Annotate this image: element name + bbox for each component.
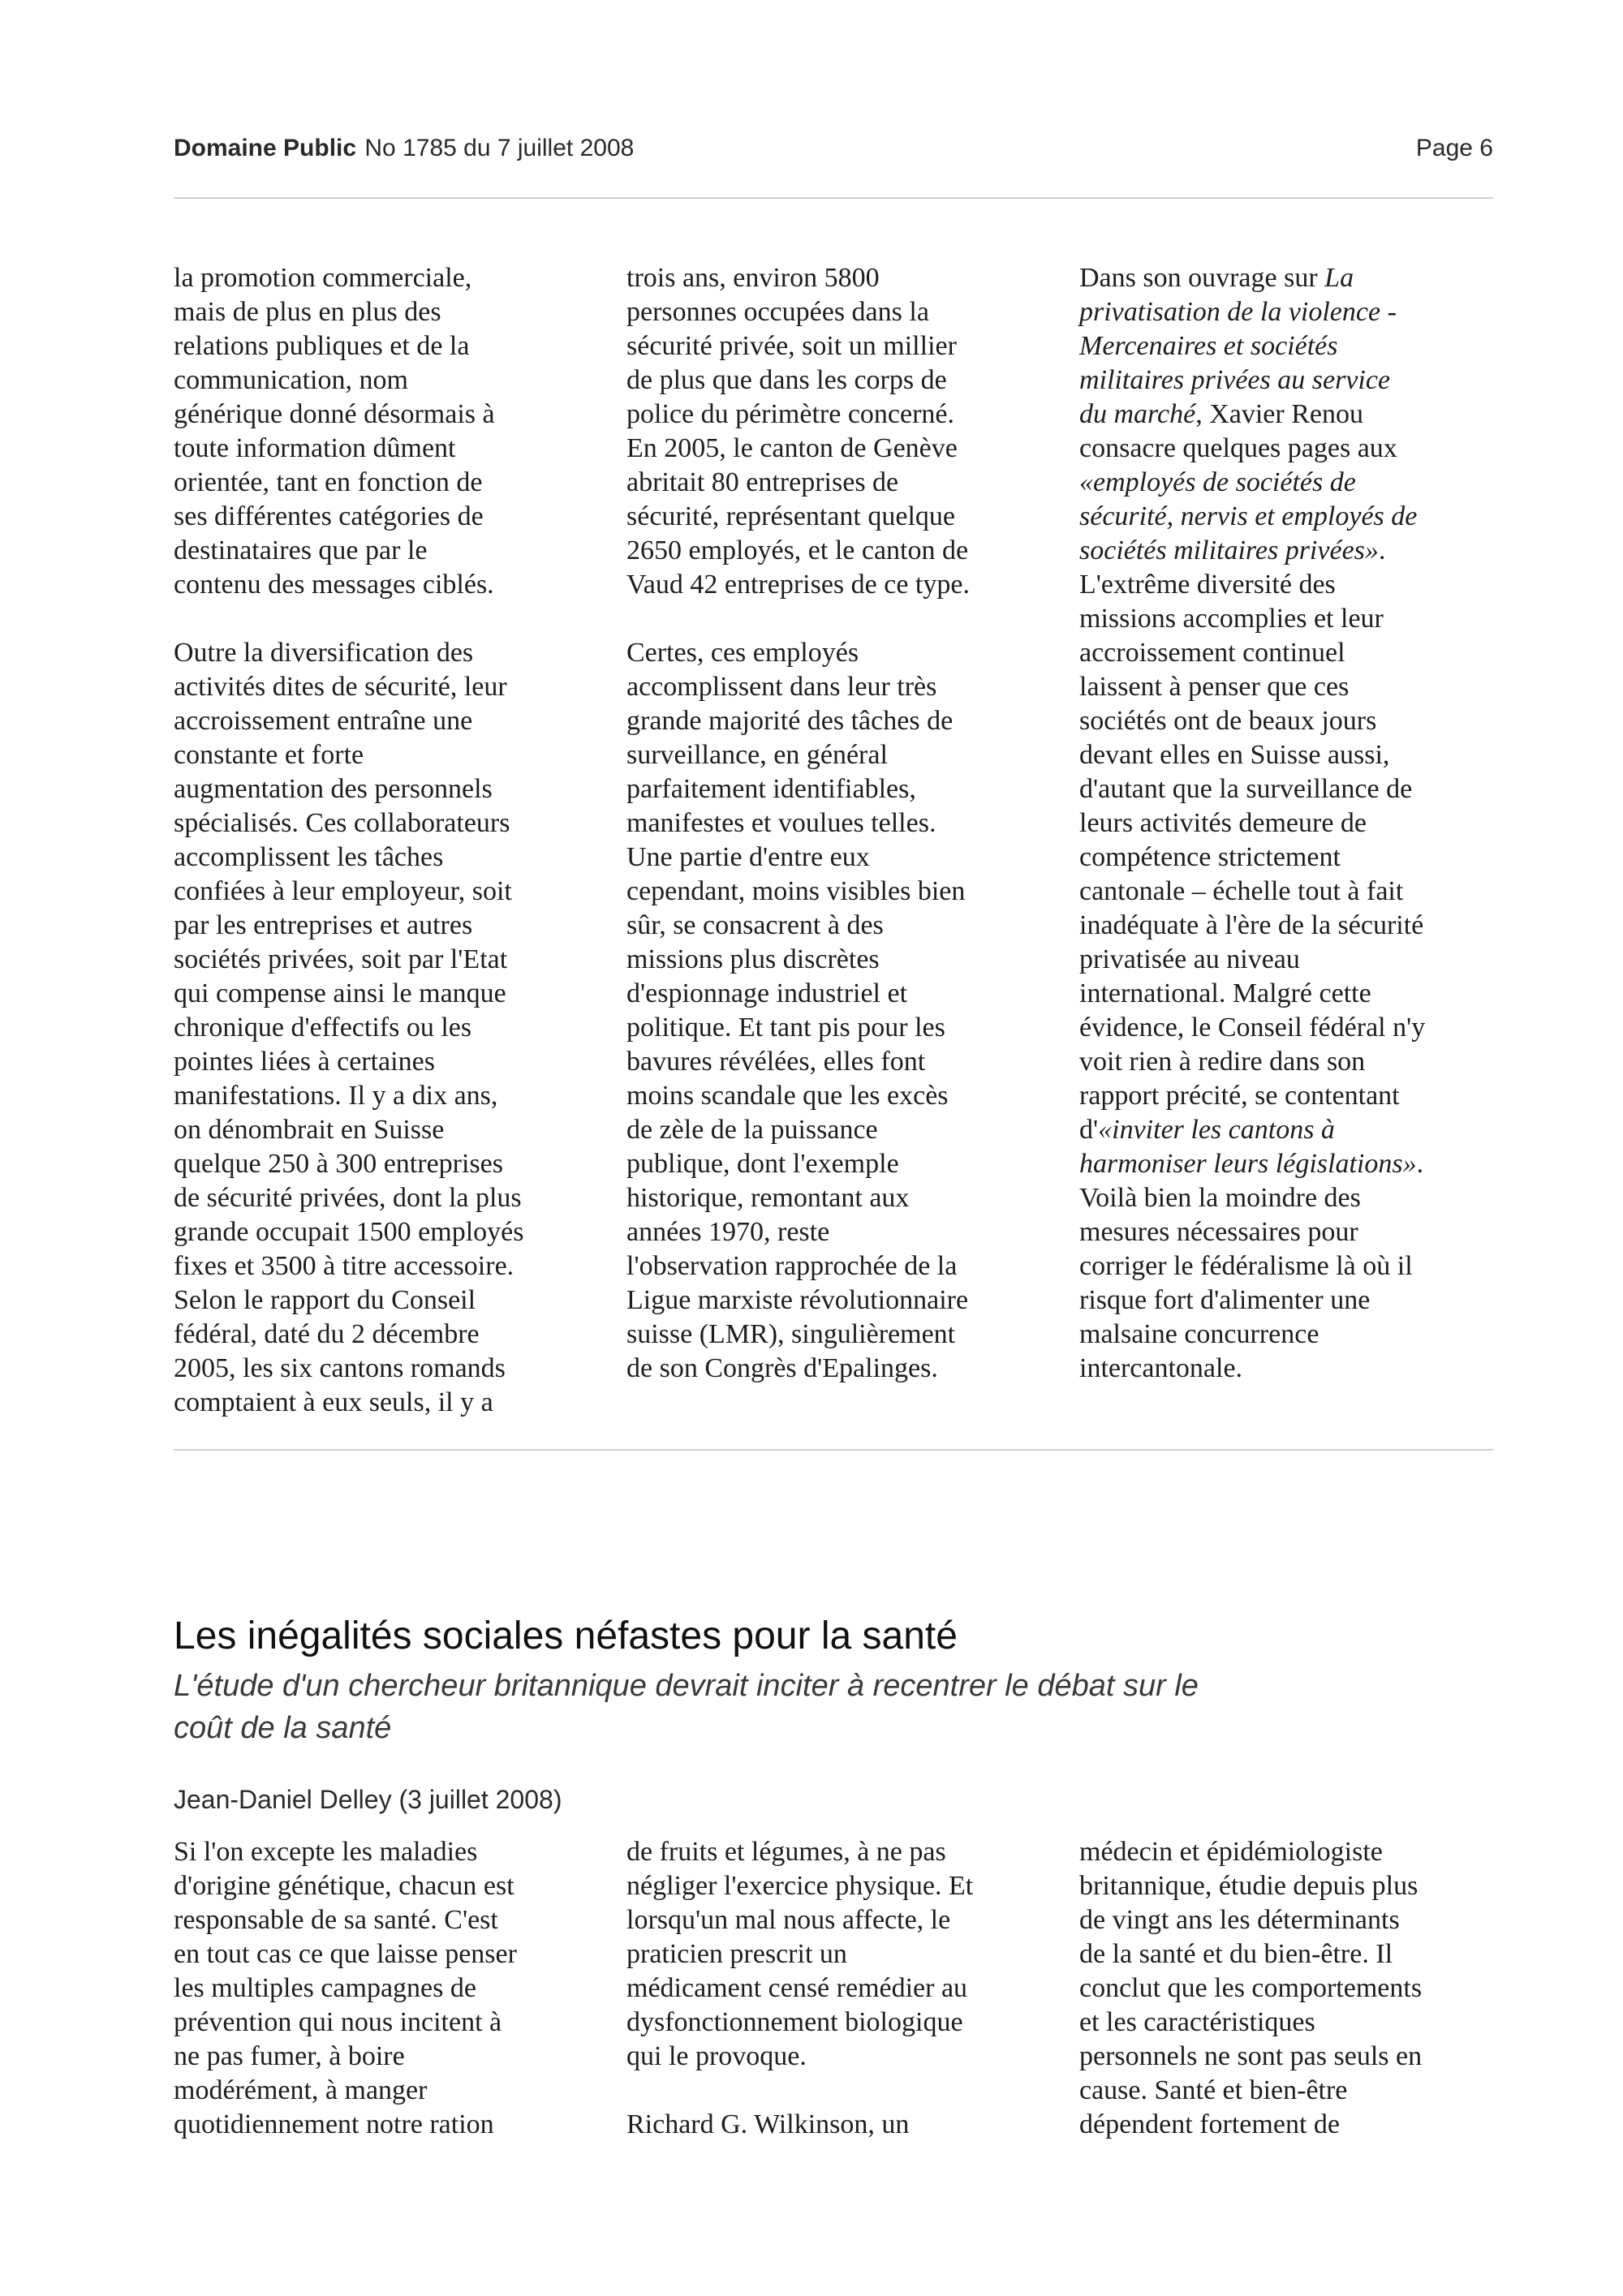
text-line: accomplissent les tâches	[174, 842, 444, 872]
text-line: bavures révélées, elles font	[626, 1047, 926, 1077]
text-line: fixes et 3500 à titre accessoire.	[174, 1251, 514, 1281]
text-line: trois ans, environ 5800	[626, 263, 880, 293]
text-line: britannique, étudie depuis plus	[1079, 1871, 1419, 1901]
text-line: augmentation des personnels	[174, 774, 493, 804]
text-line: voit rien à redire dans son	[1079, 1047, 1366, 1077]
text-line: Une partie d'entre eux	[626, 842, 870, 872]
issue-info: No 1785 du 7 juillet 2008	[364, 135, 635, 161]
text-line: responsable de sa santé. C'est	[174, 1905, 498, 1935]
text-line: L'extrême diversité des	[1079, 570, 1336, 600]
text-line: police du périmètre concerné.	[626, 399, 955, 429]
text-line: de fruits et légumes, à ne pas	[626, 1837, 946, 1867]
text-line: ne pas fumer, à boire	[174, 2041, 405, 2071]
text-line: abritait 80 entreprises de	[626, 467, 899, 497]
text-line: mais de plus en plus des	[174, 297, 441, 327]
article-column-2	[626, 1835, 1048, 2142]
text-line: destinataires que par le	[174, 535, 428, 565]
subtitle-line: coût de la santé	[174, 1711, 392, 1745]
text-line: malsaine concurrence	[1079, 1319, 1319, 1349]
text-line: les multiples campagnes de	[174, 1973, 476, 2003]
text-line: suisse (LMR), singulièrement	[626, 1319, 956, 1349]
paragraph	[174, 636, 596, 1420]
text-line: En 2005, le canton de Genève	[626, 433, 958, 463]
paragraph	[626, 261, 1048, 602]
text-line: conclut que les comportements	[1079, 1973, 1423, 2003]
text-line: sécurité, représentant quelque	[626, 501, 955, 531]
text-line: dépendent fortement de	[1079, 2109, 1340, 2139]
text-line: Ligue marxiste révolutionnaire	[626, 1285, 969, 1315]
text-line: médicament censé remédier au	[626, 1973, 968, 2003]
text-line: intercantonale.	[1079, 1353, 1243, 1383]
text-line: accroissement continuel	[1079, 638, 1345, 668]
text-line: sécurité privée, soit un millier	[626, 331, 957, 361]
text-line: rapport précité, se contentant	[1079, 1081, 1400, 1111]
text-line: communication, nom	[174, 365, 408, 395]
text-line: harmoniser leurs législations».	[1079, 1149, 1424, 1179]
text-line: accomplissent dans leur très	[626, 672, 937, 702]
text-line: publique, dont l'exemple	[626, 1149, 899, 1179]
article-column-3	[1079, 1835, 1501, 2142]
text-line: quelque 250 à 300 entreprises	[174, 1149, 503, 1179]
text-line: quotidiennement notre ration	[174, 2109, 494, 2139]
text-line: du marché, Xavier Renou	[1079, 399, 1363, 429]
subtitle-line: L'étude d'un chercheur britannique devrait inciter à recentrer le débat sur le	[174, 1669, 1199, 1703]
text-line: années 1970, reste	[626, 1217, 830, 1247]
text-line: l'observation rapprochée de la	[626, 1251, 958, 1281]
text-line: de plus que dans les corps de	[626, 365, 947, 395]
text-line: de vingt ans les déterminants	[1079, 1905, 1400, 1935]
paragraph	[626, 2108, 1048, 2142]
text-line: sécurité, nervis et employés de	[1079, 501, 1418, 531]
text-line: cantonale – échelle tout à fait	[1079, 876, 1404, 906]
text-line: Selon le rapport du Conseil	[174, 1285, 476, 1315]
article-divider	[174, 1449, 1493, 1451]
text-line: d'«inviter les cantons à	[1079, 1115, 1335, 1145]
article-column-1	[174, 1835, 596, 2142]
text-line: la promotion commerciale,	[174, 263, 472, 293]
text-line: lorsqu'un mal nous affecte, le	[626, 1905, 951, 1935]
text-line: chronique d'effectifs ou les	[174, 1013, 472, 1043]
text-line: négliger l'exercice physique. Et	[626, 1871, 974, 1901]
text-line: 2005, les six cantons romands	[174, 1353, 506, 1383]
text-line: Dans son ouvrage sur La	[1079, 263, 1354, 293]
text-line: qui compense ainsi le manque	[174, 978, 506, 1008]
text-line: confiées à leur employeur, soit	[174, 876, 512, 906]
text-line: politique. Et tant pis pour les	[626, 1013, 945, 1043]
text-line: activités dites de sécurité, leur	[174, 672, 507, 702]
text-line: grande majorité des tâches de	[626, 706, 954, 736]
paragraph	[174, 1835, 596, 2142]
text-line: 2650 employés, et le canton de	[626, 535, 969, 565]
text-line: sûr, se consacrent à des	[626, 910, 884, 940]
text-line: personnels ne sont pas seuls en	[1079, 2041, 1423, 2071]
text-line: Vaud 42 entreprises de ce type.	[626, 570, 970, 600]
text-line: de zèle de la puissance	[626, 1115, 878, 1145]
top-article-column-1	[174, 261, 596, 1420]
text-line: sociétés privées, soit par l'Etat	[174, 944, 508, 974]
text-line: inadéquate à l'ère de la sécurité	[1079, 910, 1424, 940]
text-line: en tout cas ce que laisse penser	[174, 1939, 517, 1969]
paragraph	[626, 636, 1048, 1386]
text-line: privatisation de la violence -	[1079, 297, 1397, 327]
text-line: toute information dûment	[174, 433, 456, 463]
text-line: modérément, à manger	[174, 2075, 428, 2105]
text-line: parfaitement identifiables,	[626, 774, 916, 804]
text-line: sociétés militaires privées».	[1079, 535, 1386, 565]
text-line: militaires privées au service	[1079, 365, 1391, 395]
text-line: de sécurité privées, dont la plus	[174, 1183, 522, 1213]
text-line: qui le provoque.	[626, 2041, 807, 2071]
text-line: international. Malgré cette	[1079, 978, 1371, 1008]
text-line: d'origine génétique, chacun est	[174, 1871, 514, 1901]
article-subtitle	[174, 1665, 1493, 1749]
text-line: pointes liées à certaines	[174, 1047, 435, 1077]
text-line: missions accomplies et leur	[1079, 604, 1384, 634]
text-line: dysfonctionnement biologique	[626, 2007, 963, 2037]
text-line: praticien prescrit un	[626, 1939, 847, 1969]
text-line: compétence strictement	[1079, 842, 1341, 872]
page-header	[174, 135, 1493, 167]
article-byline: Jean-Daniel Delley (3 juillet 2008)	[174, 1785, 562, 1814]
text-line: cause. Santé et bien-être	[1079, 2075, 1348, 2105]
text-line: orientée, tant en fonction de	[174, 467, 483, 497]
text-line: par les entreprises et autres	[174, 910, 473, 940]
text-line: Mercenaires et sociétés	[1079, 331, 1338, 361]
text-line: historique, remontant aux	[626, 1183, 910, 1213]
text-line: accroissement entraîne une	[174, 706, 473, 736]
text-line: médecin et épidémiologiste	[1079, 1837, 1383, 1867]
text-line: grande occupait 1500 employés	[174, 1217, 524, 1247]
text-line: de son Congrès d'Epalinges.	[626, 1353, 938, 1383]
text-line: constante et forte	[174, 740, 364, 770]
top-article-column-3	[1079, 261, 1501, 1386]
text-line: on dénombrait en Suisse	[174, 1115, 445, 1145]
text-line: mesures nécessaires pour	[1079, 1217, 1358, 1247]
text-line: et les caractéristiques	[1079, 2007, 1315, 2037]
paragraph	[174, 261, 596, 602]
text-line: prévention qui nous incitent à	[174, 2007, 502, 2037]
text-line: personnes occupées dans la	[626, 297, 929, 327]
text-line: laissent à penser que ces	[1079, 672, 1350, 702]
text-line: évidence, le Conseil fédéral n'y	[1079, 1013, 1426, 1043]
paragraph	[1079, 261, 1501, 1386]
paragraph	[1079, 1835, 1501, 2142]
publication-name: Domaine Public	[174, 135, 357, 161]
text-line: générique donné désormais à	[174, 399, 495, 429]
text-line: manifestes et voulues telles.	[626, 808, 936, 838]
text-line: spécialisés. Ces collaborateurs	[174, 808, 510, 838]
text-line: privatisée au niveau	[1079, 944, 1300, 974]
text-line: consacre quelques pages aux	[1079, 433, 1397, 463]
text-line: Outre la diversification des	[174, 638, 474, 668]
text-line: Si l'on excepte les maladies	[174, 1837, 478, 1867]
text-line: manifestations. Il y a dix ans,	[174, 1081, 498, 1111]
header-divider	[174, 197, 1493, 199]
text-line: missions plus discrètes	[626, 944, 880, 974]
text-line: fédéral, daté du 2 décembre	[174, 1319, 480, 1349]
text-line: comptaient à eux seuls, il y a	[174, 1387, 493, 1417]
text-line: moins scandale que les excès	[626, 1081, 949, 1111]
text-line: contenu des messages ciblés.	[174, 570, 494, 600]
top-article-column-2	[626, 261, 1048, 1386]
text-line: cependant, moins visibles bien	[626, 876, 966, 906]
article-title: Les inégalités sociales néfastes pour la santé	[174, 1615, 958, 1658]
text-line: surveillance, en général	[626, 740, 888, 770]
text-line: Richard G. Wilkinson, un	[626, 2109, 910, 2139]
paragraph	[626, 1835, 1048, 2074]
text-line: Voilà bien la moindre des	[1079, 1183, 1361, 1213]
text-line: risque fort d'alimenter une	[1079, 1285, 1371, 1315]
text-line: sociétés ont de beaux jours	[1079, 706, 1377, 736]
text-line: leurs activités demeure de	[1079, 808, 1367, 838]
text-line: de la santé et du bien-être. Il	[1079, 1939, 1393, 1969]
text-line: corriger le fédéralisme là où il	[1079, 1251, 1413, 1281]
text-line: «employés de sociétés de	[1079, 467, 1356, 497]
text-line: Certes, ces employés	[626, 638, 859, 668]
text-line: devant elles en Suisse aussi,	[1079, 740, 1390, 770]
page-number: Page 6	[1415, 135, 1493, 161]
text-line: ses différentes catégories de	[174, 501, 484, 531]
text-line: relations publiques et de la	[174, 331, 470, 361]
text-line: d'espionnage industriel et	[626, 978, 908, 1008]
text-line: d'autant que la surveillance de	[1079, 774, 1413, 804]
